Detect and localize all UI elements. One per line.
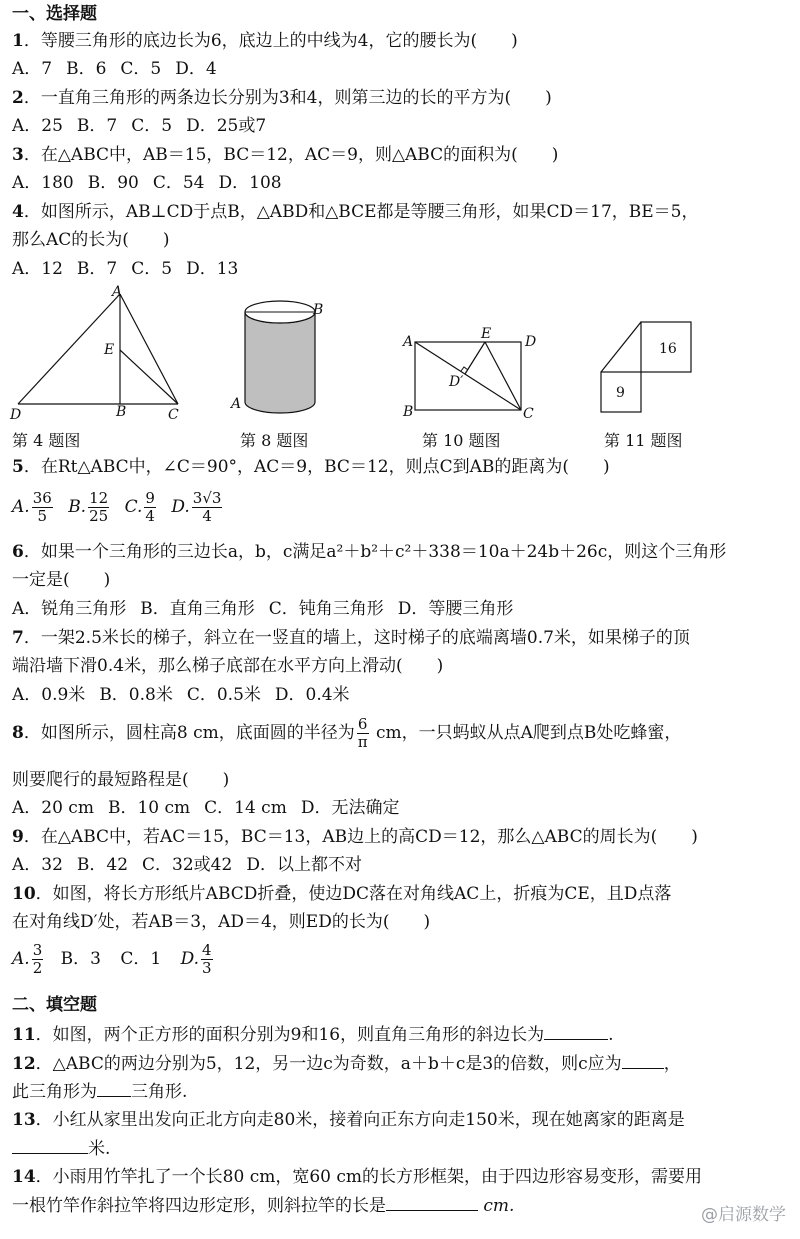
question-14-line2: 一根竹竿作斜拉竿将四边形定形，则斜拉竿的长是 cm. bbox=[12, 1193, 788, 1218]
hypotenuse bbox=[601, 322, 641, 372]
question-3-options: A．180 B．90 C．54 D．108 bbox=[12, 173, 282, 193]
answer-blank bbox=[97, 1079, 131, 1097]
figure-8-cylinder bbox=[225, 290, 335, 425]
label-D: D bbox=[10, 407, 22, 422]
question-2: 2．一直角三角形的两条边长分别为3和4，则第三边的长的平方为( ) bbox=[12, 88, 552, 108]
question-1-options: A．7 B．6 C．5 D．4 bbox=[12, 59, 217, 79]
label-B: B bbox=[116, 404, 127, 420]
answer-blank bbox=[622, 1051, 664, 1069]
question-8-options: A．20 cm B．10 cm C．14 cm D．无法确定 bbox=[12, 798, 400, 818]
label-C: C bbox=[168, 407, 179, 422]
label-B: B bbox=[313, 302, 324, 318]
label-A: A bbox=[231, 396, 242, 412]
question-10-line2: 在对角线D′处，若AB＝3，AD＝4，则ED的长为( ) bbox=[12, 912, 431, 932]
question-14: 14．小雨用竹竿扎了一个长80 cm，宽60 cm的长方形框架，由于四边形容易变形，需要用 bbox=[12, 1167, 703, 1187]
line-AC bbox=[120, 294, 178, 404]
question-5: 5．在Rt△ABC中，∠C＝90°，AC＝9，BC＝12，则点C到AB的距离为( ) bbox=[12, 457, 610, 477]
figure-4-triangles bbox=[0, 282, 200, 422]
label-E: E bbox=[104, 342, 115, 358]
question-4-line2: 那么AC的长为( ) bbox=[12, 230, 170, 250]
label-16: 16 bbox=[659, 341, 677, 357]
question-3: 3．在△ABC中，AB＝15，BC＝12，AC＝9，则△ABC的面积为( ) bbox=[12, 145, 559, 165]
question-9: 9．在△ABC中，若AC＝15，BC＝13，AB边上的高CD＝12，那么△ABC的周长为( ) bbox=[12, 827, 698, 847]
question-4: 4．如图所示，AB⊥CD于点B，△ABD和△BCE都是等腰三角形，如果CD＝17，BE＝5， bbox=[12, 202, 699, 222]
crease-CE bbox=[485, 342, 521, 410]
question-8-line2: 则要爬行的最短路程是( ) bbox=[12, 770, 230, 790]
question-12: 12．△ABC的两边分别为5，12，另一边c为奇数，a＋b＋c是3的倍数，则c应为 ， bbox=[12, 1051, 788, 1076]
answer-blank bbox=[386, 1193, 478, 1211]
label-D: D bbox=[525, 334, 537, 350]
caption-figure-8: 第 8 题图 bbox=[240, 431, 309, 450]
caption-figure-4: 第 4 题图 bbox=[12, 431, 81, 450]
question-12-line2: 此三角形为 三角形. bbox=[12, 1079, 788, 1104]
question-11: 11．如图，两个正方形的面积分别为9和16，则直角三角形的斜边长为 . bbox=[12, 1022, 788, 1047]
figure-11-squares bbox=[595, 318, 705, 418]
label-C: C bbox=[523, 406, 534, 422]
label-B: B bbox=[403, 404, 414, 420]
watermark: @启源数学 bbox=[701, 1205, 786, 1225]
question-10: 10．如图，将长方形纸片ABCD折叠，使边DC落在对角线AC上，折痕为CE，且D点落 bbox=[12, 884, 672, 904]
answer-blank bbox=[544, 1022, 608, 1040]
question-6: 6．如果一个三角形的三边长a，b，c满足a²＋b²＋c²＋338＝10a＋24b＋26c，则这个三角形 bbox=[12, 542, 727, 562]
question-7-line2: 端沿墙下滑0.4米，那么梯子底部在水平方向上滑动( ) bbox=[12, 656, 444, 676]
line-EC bbox=[120, 350, 178, 404]
question-8: 8．如图所示，圆柱高8 cm，底面圆的半径为 $\frac{6}{\pi}$ cm，一只蚂蚁从点A爬到点B处吃蜂蜜， bbox=[12, 715, 682, 751]
question-2-options: A．25 B．7 C．5 D．25或7 bbox=[12, 116, 267, 136]
question-4-options: A．12 B．7 C．5 D．13 bbox=[12, 259, 239, 279]
figure-10-rectangle bbox=[395, 322, 545, 427]
label-E: E bbox=[481, 326, 492, 342]
label-A: A bbox=[112, 284, 123, 300]
section-fill-title: 二、填空题 bbox=[12, 995, 97, 1015]
caption-figure-11: 第 11 题图 bbox=[604, 431, 683, 450]
question-13: 13．小红从家里出发向正北方向走80米，接着向正东方向走150米，现在她离家的距离是 bbox=[12, 1110, 685, 1130]
question-10-options: A. $\frac{3}{2}$ B．3 C．1 D. $\frac{4}{3}$ bbox=[12, 941, 212, 977]
caption-figure-10: 第 10 题图 bbox=[422, 431, 501, 450]
question-6-options: A．锐角三角形 B．直角三角形 C．钝角三角形 D．等腰三角形 bbox=[12, 599, 514, 619]
section-choice-title: 一、选择题 bbox=[12, 4, 97, 24]
question-5-options: A. $\frac{36}{5}$ B. $\frac{12}{25}$ C. $\frac{9}{4}$ D. $\frac{3√3}{4}$ bbox=[12, 489, 222, 525]
answer-blank bbox=[12, 1136, 88, 1154]
diagonal-AC bbox=[415, 342, 521, 410]
question-7-options: A．0.9米 B．0.8米 C．0.5米 D．0.4米 bbox=[12, 685, 350, 705]
label-9: 9 bbox=[616, 385, 625, 401]
question-13-line2: 米. bbox=[12, 1136, 788, 1161]
question-9-options: A．32 B．42 C．32或42 D．以上都不对 bbox=[12, 855, 362, 875]
question-7: 7．一架2.5米长的梯子，斜立在一竖直的墙上，这时梯子的底端离墙0.7米，如果梯子的顶 bbox=[12, 628, 690, 648]
label-A: A bbox=[403, 334, 414, 350]
label-Dprime: D′ bbox=[449, 374, 464, 390]
question-1: 1．等腰三角形的底边长为6，底边上的中线为4，它的腰长为( ) bbox=[12, 31, 518, 51]
question-6-line2: 一定是( ) bbox=[12, 570, 111, 590]
segment-ED bbox=[465, 342, 485, 374]
